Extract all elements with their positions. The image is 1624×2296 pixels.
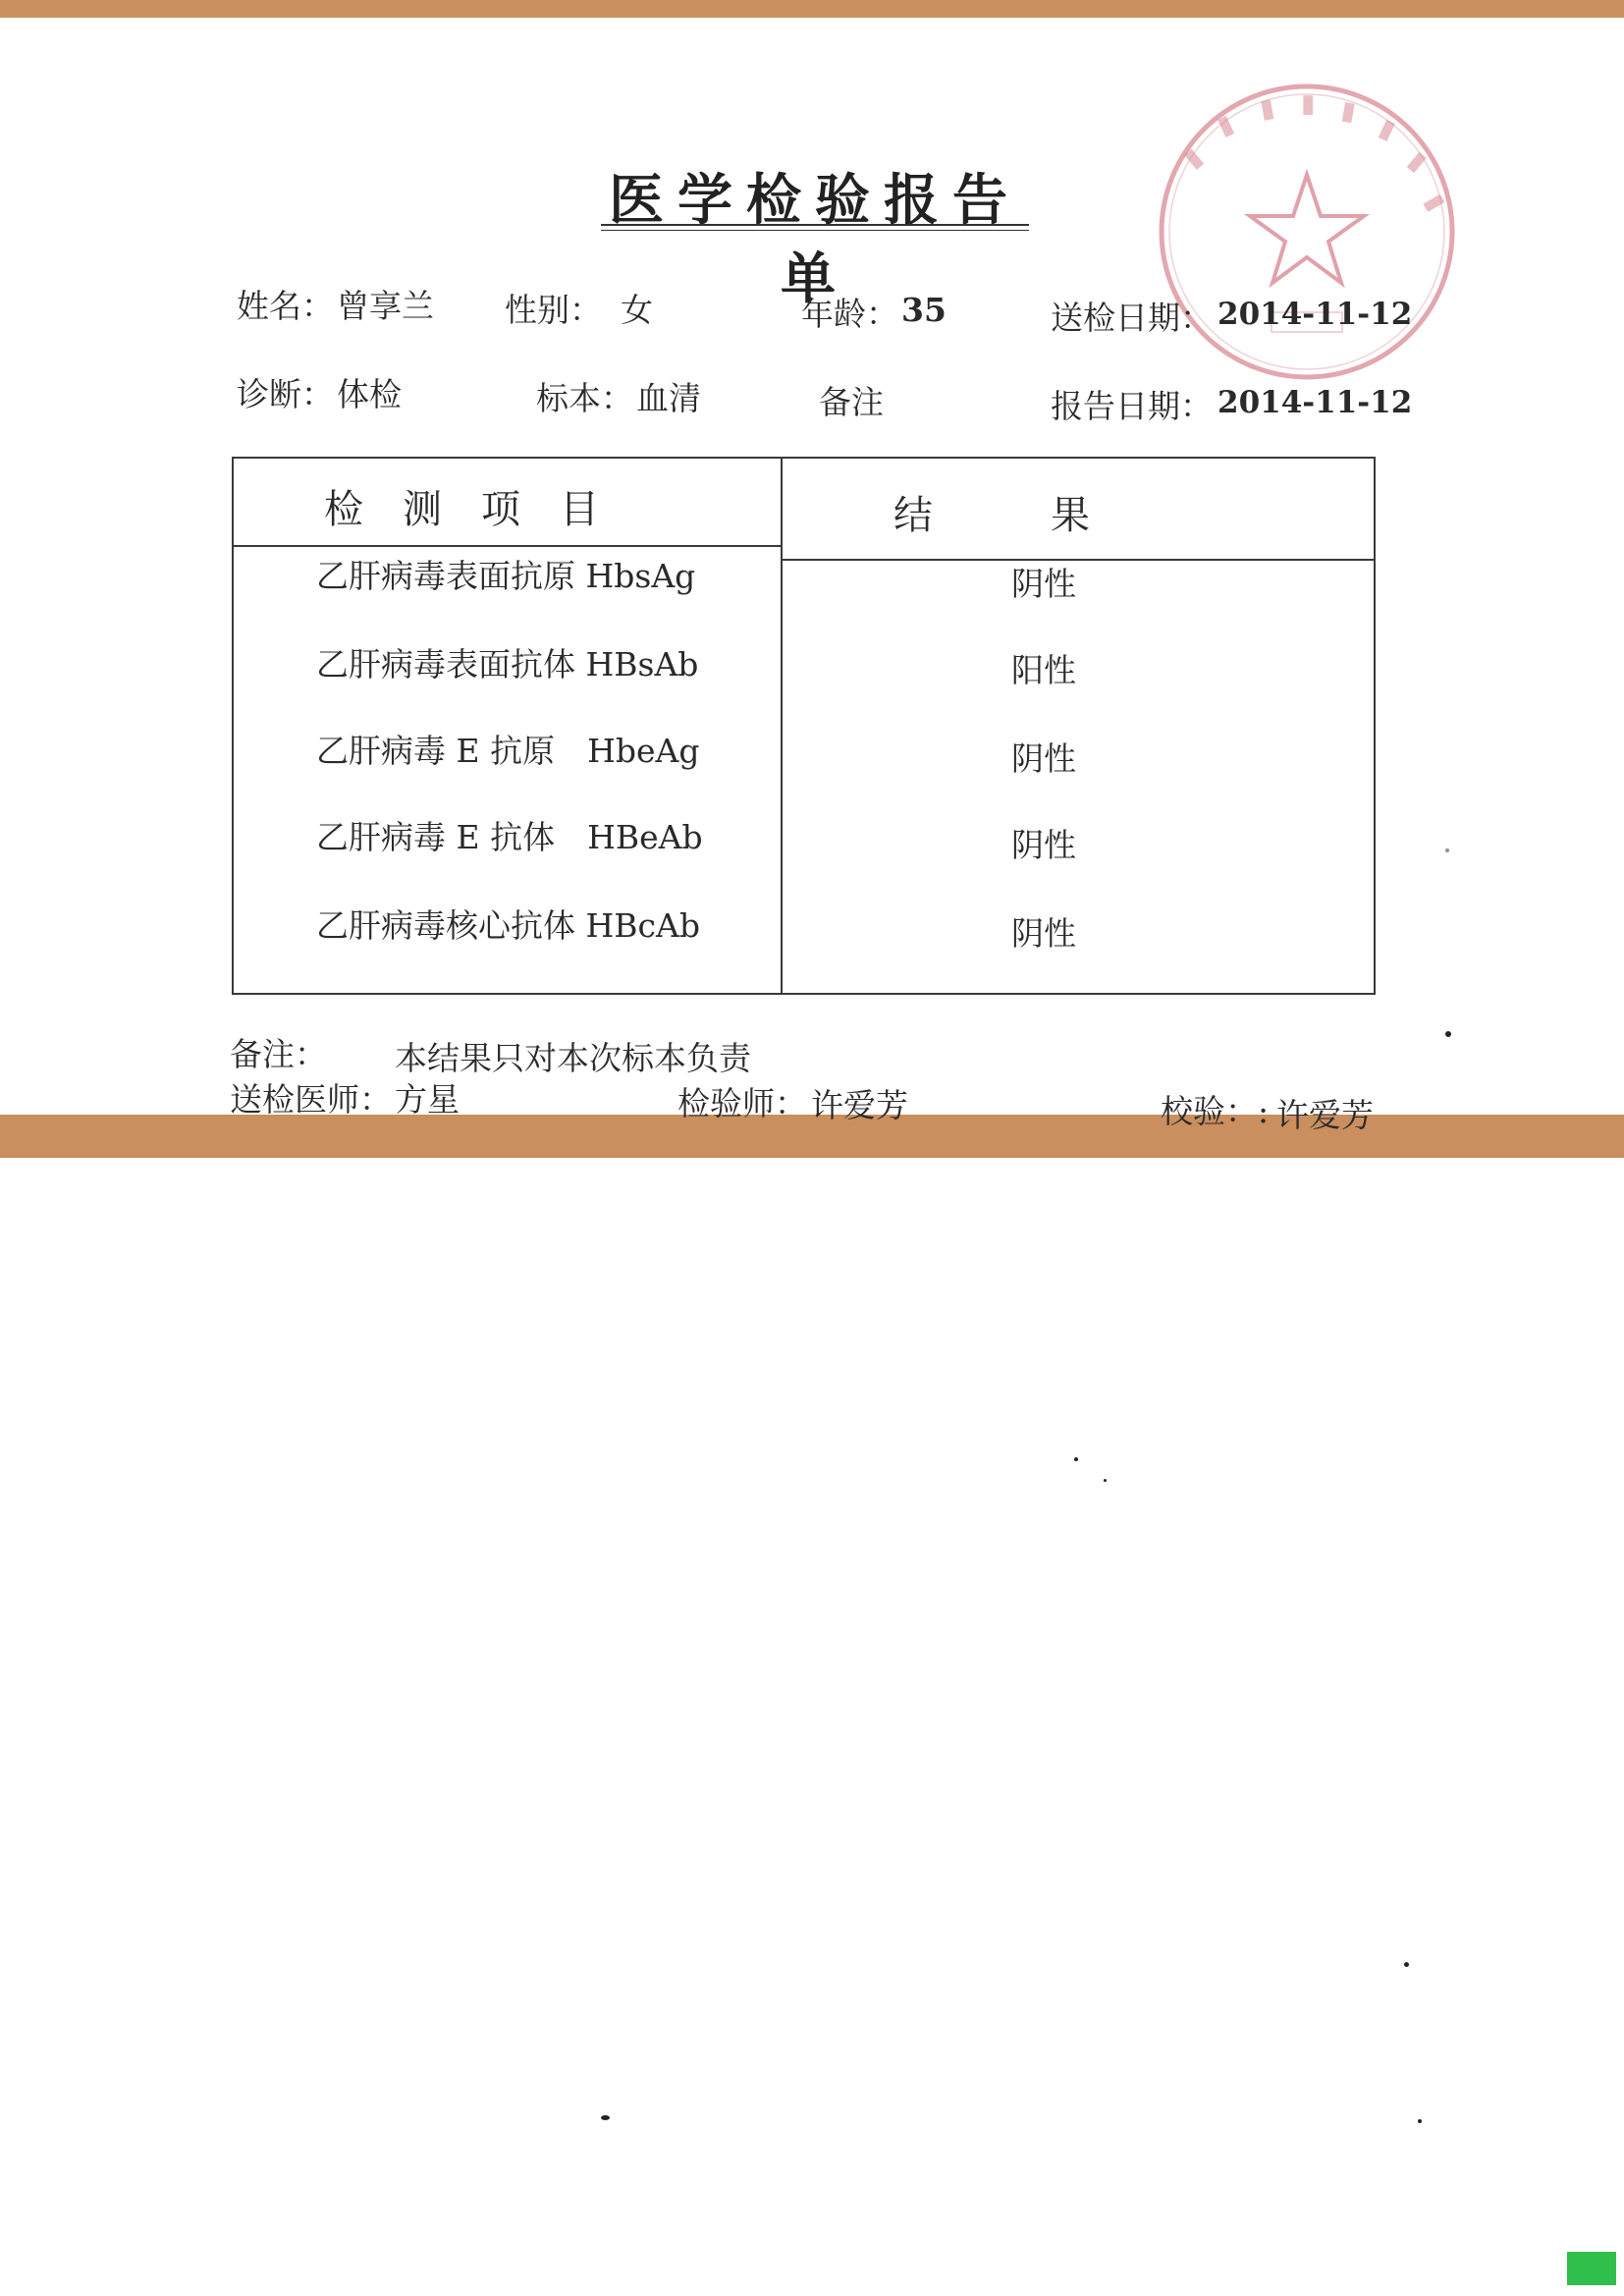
svg-text:▮: ▮ bbox=[1338, 95, 1359, 128]
diagnosis: 体检 bbox=[337, 375, 402, 413]
table-row-item: 乙肝病毒表面抗体 HBsAb bbox=[316, 645, 699, 683]
header-test-item: 检 测 项 目 bbox=[324, 487, 599, 532]
scan-speck bbox=[1445, 1031, 1451, 1037]
send-date: 2014-11-12 bbox=[1218, 297, 1413, 332]
scan-speck bbox=[601, 2115, 610, 2120]
doctor-name: 方星 bbox=[395, 1080, 460, 1119]
table-row-result: 阴性 bbox=[1011, 826, 1076, 864]
scan-speck bbox=[1104, 1479, 1107, 1482]
name-label: 姓名： bbox=[237, 287, 334, 325]
scan-speck bbox=[1418, 2119, 1422, 2123]
doctor-label: 送检医师： bbox=[230, 1080, 392, 1119]
red-seal-star-icon bbox=[1154, 79, 1460, 385]
checker-name: 许爱芳 bbox=[1276, 1096, 1374, 1134]
table-row-item: 乙肝病毒 E 抗原 HbeAg bbox=[316, 732, 700, 770]
diagnosis-label: 诊断： bbox=[237, 375, 334, 413]
send-date-label: 送检日期： bbox=[1051, 299, 1213, 337]
table-row-item: 乙肝病毒 E 抗体 HBeAb bbox=[316, 818, 703, 856]
title-underline bbox=[601, 224, 1029, 226]
age-label: 年龄： bbox=[801, 295, 898, 333]
specimen: 血清 bbox=[636, 379, 701, 417]
table-row-result: 阳性 bbox=[1011, 651, 1076, 689]
svg-text:▮: ▮ bbox=[1213, 109, 1238, 142]
green-logo-badge-icon bbox=[1567, 2252, 1616, 2285]
svg-text:▮: ▮ bbox=[1418, 189, 1452, 216]
report-title: 医学检验报告单 bbox=[609, 168, 1021, 311]
svg-text:▮: ▮ bbox=[1402, 145, 1433, 178]
svg-text:▮: ▮ bbox=[1375, 113, 1400, 146]
tester-label: 检验师： bbox=[677, 1084, 807, 1122]
specimen-label: 标本： bbox=[536, 379, 633, 417]
scan-speck bbox=[1074, 1457, 1078, 1461]
report-date-label: 报告日期： bbox=[1051, 387, 1213, 425]
header-result: 结 果 bbox=[893, 493, 1090, 538]
checker-label: 校验：: bbox=[1161, 1092, 1270, 1130]
tester-name: 许爱芳 bbox=[811, 1086, 908, 1124]
top-tape-band bbox=[0, 0, 1624, 18]
remark-header-label: 备注 bbox=[819, 383, 884, 421]
svg-text:▮: ▮ bbox=[1258, 92, 1277, 125]
table-row-result: 阴性 bbox=[1011, 739, 1076, 778]
footer-remark-text: 本结果只对本次标本负责 bbox=[395, 1039, 751, 1077]
table-row-item: 乙肝病毒表面抗原 HbsAg bbox=[316, 557, 696, 595]
sex-label: 性别： bbox=[505, 291, 602, 329]
table-header-rule-right bbox=[781, 559, 1374, 561]
patient-age: 35 bbox=[901, 291, 947, 329]
table-row-item: 乙肝病毒核心抗体 HBcAb bbox=[316, 906, 700, 945]
scan-speck bbox=[1404, 1962, 1409, 1967]
table-row-result: 阴性 bbox=[1011, 565, 1076, 603]
table-column-divider bbox=[781, 459, 783, 993]
results-table bbox=[232, 457, 1376, 995]
patient-sex: 女 bbox=[621, 291, 653, 329]
title-underline-thin bbox=[601, 230, 1029, 231]
footer-remark-label: 备注： bbox=[230, 1035, 327, 1073]
scan-speck bbox=[1445, 848, 1449, 852]
report-date: 2014-11-12 bbox=[1218, 385, 1413, 420]
table-row-result: 阴性 bbox=[1011, 914, 1076, 953]
svg-text:▮: ▮ bbox=[1178, 142, 1209, 175]
patient-name: 曾享兰 bbox=[337, 287, 434, 325]
svg-text:▮: ▮ bbox=[1301, 89, 1316, 119]
table-header-rule-left bbox=[234, 545, 781, 547]
